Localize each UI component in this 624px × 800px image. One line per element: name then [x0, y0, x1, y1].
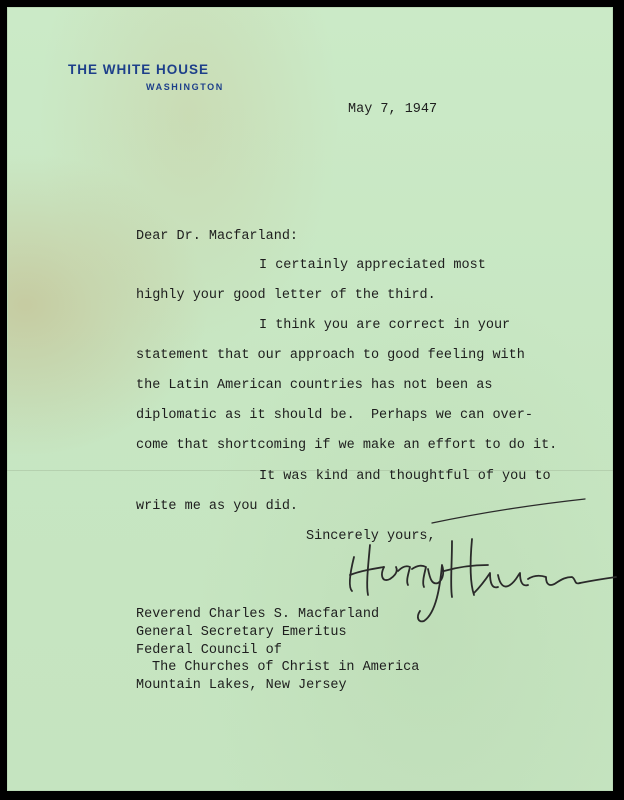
- letter-date: May 7, 1947: [348, 102, 438, 117]
- body-line: statement that our approach to good feeling with: [136, 348, 525, 363]
- recipient-line: The Churches of Christ in America: [152, 660, 420, 675]
- letterhead-organization: THE WHITE HOUSE: [68, 62, 210, 77]
- body-line: I certainly appreciated most: [259, 258, 486, 273]
- recipient-line: General Secretary Emeritus: [136, 625, 347, 640]
- salutation: Dear Dr. Macfarland:: [136, 229, 299, 244]
- body-line: I think you are correct in your: [259, 318, 511, 333]
- body-line: come that shortcoming if we make an effort to do it.: [136, 438, 558, 453]
- closing: Sincerely yours,: [306, 529, 436, 544]
- body-line: It was kind and thoughtful of you to: [259, 469, 551, 484]
- body-line: highly your good letter of the third.: [136, 288, 436, 303]
- body-line: write me as you did.: [136, 499, 299, 514]
- body-line: the Latin American countries has not been as: [136, 378, 493, 393]
- body-line: diplomatic as it should be. Perhaps we can over-: [136, 408, 533, 423]
- recipient-line: Reverend Charles S. Macfarland: [136, 607, 380, 622]
- recipient-line: Mountain Lakes, New Jersey: [136, 678, 347, 693]
- recipient-line: Federal Council of: [136, 643, 282, 658]
- handwritten-signature: [340, 495, 620, 635]
- letterhead-location: WASHINGTON: [146, 82, 224, 92]
